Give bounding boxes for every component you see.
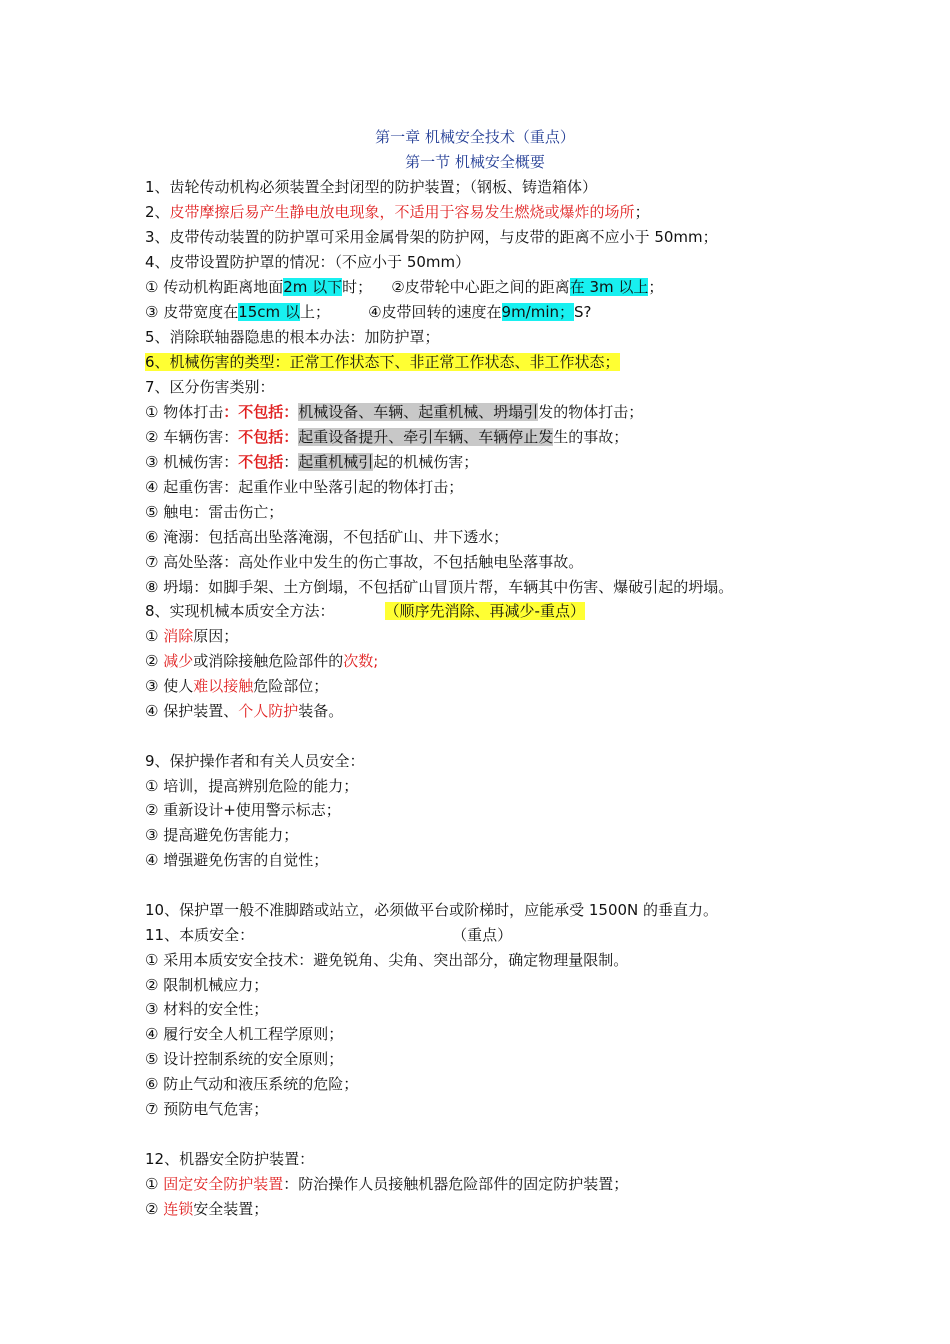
- line-16: ⑦ 高处坠落：高处作业中发生的伤亡事故，不包括触电坠落事故。: [145, 553, 584, 571]
- line-10: [145, 402, 643, 422]
- line-34: ⑤ 设计控制系统的安全原则；: [145, 1050, 344, 1068]
- line-19-a: ①: [145, 627, 164, 645]
- chapter-title: 第一章 机械安全技术（重点）: [375, 128, 575, 146]
- line-18-highlight: （顺序先消除、再减少-重点）: [384, 602, 585, 620]
- line-27: ④ 增强避免伤害的自觉性；: [145, 851, 329, 869]
- line-36: ⑦ 预防电气危害；: [145, 1100, 269, 1118]
- line-29: [145, 925, 512, 945]
- line-22-red: 个人防护: [238, 702, 299, 720]
- line-11: [145, 427, 628, 447]
- line-20-red-1: 减少: [163, 652, 194, 670]
- line-22: [145, 701, 343, 721]
- line-18: [145, 601, 585, 621]
- line-19: [145, 626, 238, 646]
- line-29-a: 11、本质安全：: [145, 926, 255, 944]
- line-30: ① 采用本质安安全技术：避免锐角、尖角、突出部分，确定物理量限制。: [145, 951, 629, 969]
- line-11-exclude: 不包括：: [238, 428, 299, 446]
- line-8: [145, 352, 620, 372]
- line-10-exclude: ：不包括：: [223, 403, 299, 421]
- line-17: ⑧ 坍塌：如脚手架、土方倒塌，不包括矿山冒顶片帮，车辆其中伤害、爆破引起的坍塌。: [145, 578, 734, 596]
- line-8-highlight: 6、机械伤害的类型：正常工作状态下、非正常工作状态、非工作状态；: [145, 353, 620, 371]
- line-38-a: ①: [145, 1175, 164, 1193]
- line-2-suffix: ；: [634, 203, 650, 221]
- line-6-highlight-2: 9m/min；: [501, 303, 575, 321]
- line-12-e: 起的机械伤害；: [373, 453, 479, 471]
- line-6-c: 上； ④皮带回转的速度在: [299, 303, 502, 321]
- line-6-e: S?: [574, 303, 592, 321]
- line-14: ⑤ 触电：雷击伤亡；: [145, 503, 284, 521]
- line-5-e: ；: [648, 278, 664, 296]
- line-2-red: 皮带摩擦后易产生静电放电现象，不适用于容易发生燃烧或爆炸的场所: [169, 203, 635, 221]
- line-12-c: ：: [283, 453, 299, 471]
- line-5-highlight-2: 在 3m 以上: [569, 278, 649, 296]
- line-31: ② 限制机械应力；: [145, 976, 269, 994]
- line-39-red: 连锁: [163, 1200, 194, 1218]
- line-20-red-2: 次数;: [343, 652, 379, 670]
- line-21-red: 难以接触: [193, 677, 254, 695]
- line-18-a: 8、实现机械本质安全方法：: [145, 602, 335, 620]
- line-19-red: 消除: [163, 627, 194, 645]
- line-23: 9、保护操作者和有关人员安全：: [145, 752, 365, 770]
- line-1: 1、齿轮传动机构必须装置全封闭型的防护装置；（钢板、铸造箱体）: [145, 178, 598, 196]
- line-12: [145, 452, 478, 472]
- line-20: [145, 651, 378, 671]
- line-21: [145, 676, 328, 696]
- line-10-highlight: 机械设备、车辆、起重机械、坍塌引: [298, 403, 539, 421]
- line-13: ④ 起重伤害：起重作业中坠落引起的物体打击；: [145, 478, 464, 496]
- line-11-a: ② 车辆伤害：: [145, 428, 239, 446]
- line-5-c: 时； ②皮带轮中心距之间的距离: [342, 278, 570, 296]
- line-11-highlight: 起重设备提升、牵引车辆、车辆停止发: [298, 428, 554, 446]
- line-2-prefix: 2、: [145, 203, 170, 221]
- line-39-c: 安全装置；: [193, 1200, 269, 1218]
- line-10-d: 发的物体打击；: [538, 403, 644, 421]
- line-26: ③ 提高避免伤害能力；: [145, 826, 299, 844]
- line-12-highlight: 起重机械引: [298, 453, 374, 471]
- line-29-b: （重点）: [452, 926, 513, 944]
- line-20-a: ②: [145, 652, 164, 670]
- line-37: 12、机器安全防护装置：: [145, 1150, 315, 1168]
- line-6-highlight-1: 15cm 以: [238, 303, 300, 321]
- line-12-a: ③ 机械伤害：: [145, 453, 239, 471]
- line-6: [145, 302, 592, 322]
- line-22-c: 装备。: [298, 702, 344, 720]
- line-15: ⑥ 淹溺：包括高出坠落淹溺，不包括矿山、井下透水；: [145, 528, 509, 546]
- line-24: ① 培训，提高辨别危险的能力；: [145, 777, 359, 795]
- line-12-exclude: 不包括: [238, 453, 284, 471]
- line-22-a: ④ 保护装置、: [145, 702, 239, 720]
- line-7: 5、消除联轴器隐患的根本办法：加防护罩；: [145, 328, 440, 346]
- line-38: [145, 1174, 628, 1194]
- line-3: 3、皮带传动装置的防护罩可采用金属骨架的防护网，与皮带的距离不应小于 50mm；: [145, 228, 718, 246]
- line-32: ③ 材料的安全性；: [145, 1000, 269, 1018]
- line-21-a: ③ 使人: [145, 677, 194, 695]
- line-33: ④ 履行安全人机工程学原则；: [145, 1025, 344, 1043]
- line-5-highlight-1: 2m 以下: [283, 278, 343, 296]
- line-20-c: 或消除接触危险部件的: [193, 652, 344, 670]
- line-10-a: ① 物体打击: [145, 403, 224, 421]
- line-38-c: ：防治操作人员接触机器危险部件的固定防护装置；: [283, 1175, 629, 1193]
- line-2: [145, 202, 650, 222]
- line-25: ② 重新设计+使用警示标志；: [145, 801, 341, 819]
- line-9: 7、区分伤害类别：: [145, 378, 275, 396]
- line-4: 4、皮带设置防护罩的情况：（不应小于 50mm）: [145, 253, 471, 271]
- line-39-a: ②: [145, 1200, 164, 1218]
- line-21-c: 危险部位；: [253, 677, 329, 695]
- line-35: ⑥ 防止气动和液压系统的危险；: [145, 1075, 359, 1093]
- line-6-a: ③ 皮带宽度在: [145, 303, 239, 321]
- line-39: [145, 1199, 268, 1219]
- line-28: 10、保护罩一般不准脚踏或站立，必须做平台或阶梯时，应能承受 1500N 的垂直力。: [145, 901, 719, 919]
- line-5-a: ① 传动机构距离地面: [145, 278, 284, 296]
- line-19-c: 原因；: [193, 627, 239, 645]
- section-title: 第一节 机械安全概要: [405, 153, 545, 171]
- line-11-d: 生的事故；: [553, 428, 629, 446]
- line-38-red: 固定安全防护装置: [163, 1175, 284, 1193]
- line-5: [145, 277, 663, 297]
